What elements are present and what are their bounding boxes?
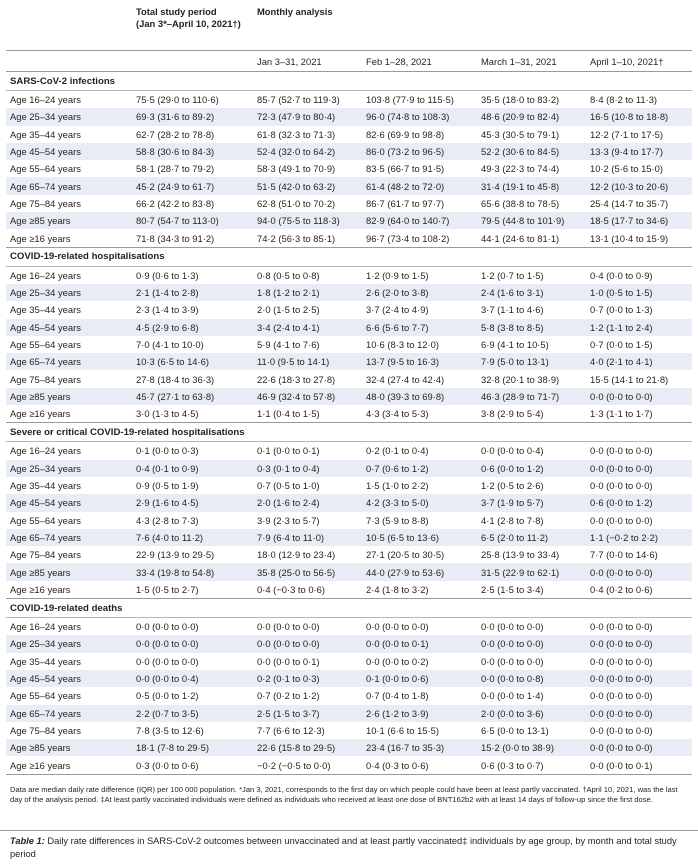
value-cell: 2·2 (0·7 to 3·5) [132,705,253,722]
value-cell: 18·5 (17·7 to 34·6) [586,212,692,229]
value-cell: 1·2 (0·5 to 2·6) [481,480,544,492]
value-cell: 7·7 (0·0 to 14·6) [590,549,658,561]
value-cell: 0·0 (0·0 to 0·1) [362,635,477,652]
value-cell: 3·4 (2·4 to 4·1) [253,319,362,336]
section-header-row [6,72,692,91]
value-cell: 1·2 (0·9 to 1·5) [362,266,477,284]
value-cell: 2·3 (1·4 to 3·9) [136,304,199,316]
value-cell: 0·9 (0·5 to 1·9) [136,480,199,492]
value-cell: 18·0 (12·9 to 23·4) [257,549,336,561]
value-cell: 86·7 (61·7 to 97·7) [366,197,445,209]
value-cell: 0·0 (0·0 to 0·0) [477,635,586,652]
value-cell: 1·2 (1·1 to 2·4) [586,319,692,336]
value-cell: 10·2 (5·6 to 15·0) [590,163,663,175]
value-cell: 0·7 (0·5 to 1·0) [257,480,320,492]
value-cell: 0·1 (0·0 to 0·3) [132,442,253,460]
age-group-cell: Age 45–54 years [6,319,132,336]
value-cell: 62·8 (51·0 to 70·2) [257,197,336,209]
value-cell: 0·4 (0·1 to 0·9) [132,460,253,477]
value-cell: 27·1 (20·5 to 30·5) [366,549,445,561]
value-cell: 5·8 (3·8 to 8·5) [477,319,586,336]
value-cell: 0·0 (0·0 to 0·0) [481,655,544,667]
value-cell: −0·2 (−0·5 to 0·0) [253,756,362,774]
value-cell: 3·7 (2·4 to 4·9) [366,304,429,316]
age-group-cell: Age 25–34 years [6,108,132,125]
value-cell: 1·8 (1·2 to 2·1) [253,284,362,301]
value-cell: 7·0 (4·1 to 10·0) [136,339,204,350]
value-cell: 69·3 (31·6 to 89·2) [132,108,253,125]
value-cell: 11·0 (9·5 to 14·1) [253,353,362,370]
section-header-row [6,599,692,618]
value-cell: 1·1 (−0·2 to 2·2) [586,529,692,546]
value-cell: 0·1 (0·0 to 0·6) [362,670,477,687]
value-cell: 61·4 (48·2 to 72·0) [362,177,477,194]
table-row [6,460,692,477]
value-cell: 66·2 (42·2 to 83·8) [136,197,215,209]
value-cell: 7·7 (6·6 to 12·3) [257,724,325,736]
table-row [6,581,692,599]
value-cell: 0·4 (0·0 to 0·9) [586,266,692,284]
table-row [6,91,692,109]
value-cell: 0·7 (0·4 to 1·8) [366,690,429,702]
age-group-cell: Age ≥16 years [6,756,132,774]
value-cell: 0·0 (0·0 to 0·0) [586,705,692,722]
value-cell: 0·0 (0·0 to 0·0) [586,670,692,687]
value-cell: 0·0 (0·0 to 0·0) [136,655,199,667]
caption-label: Table 1: [10,836,45,846]
age-group-cell: Age 16–24 years [6,266,132,284]
value-cell: 44·0 (27·9 to 53·6) [362,563,477,580]
value-cell: 3·8 (2·9 to 5·4) [477,405,586,423]
table-row [6,319,692,336]
table-row [6,670,692,687]
value-cell: 0·3 (0·0 to 0·6) [132,756,253,774]
table-caption [0,830,698,860]
value-cell: 1·3 (1·1 to 1·7) [586,405,692,423]
value-cell: 58·1 (28·7 to 79·2) [136,163,215,175]
value-cell: 0·6 (0·3 to 0·7) [477,756,586,774]
value-cell: 96·0 (74·8 to 108·3) [362,108,477,125]
section-header-row [6,247,692,266]
value-cell: 0·9 (0·6 to 1·3) [132,266,253,284]
value-cell: 22·9 (13·9 to 29·5) [136,549,215,561]
table-row [6,722,692,739]
value-cell: 79·5 (44·8 to 101·9) [477,212,586,229]
value-cell: 45·7 (27·1 to 63·8) [132,388,253,405]
value-cell: 0·0 (0·0 to 0·0) [590,480,653,492]
table-row [6,529,692,546]
value-cell: 0·0 (0·0 to 0·0) [253,635,362,652]
header-total-subtitle: (Jan 3*–April 10, 2021†) [136,18,241,29]
value-cell: 0·0 (0·0 to 0·0) [586,460,692,477]
value-cell: 5·9 (4·1 to 7·6) [257,339,320,350]
value-cell: 1·0 (0·5 to 1·5) [586,284,692,301]
value-cell: 0·0 (0·0 to 0·2) [366,655,429,667]
value-cell: 0·0 (0·0 to 0·0) [586,388,692,405]
table-row [6,301,692,318]
value-cell: 16·5 (10·8 to 18·8) [586,108,692,125]
value-cell: 35·5 (18·0 to 83·2) [477,91,586,109]
value-cell: 2·0 (1·6 to 2·4) [253,494,362,511]
value-cell: 74·2 (56·3 to 85·1) [253,229,362,247]
table-row [6,512,692,529]
value-cell: 0·0 (0·0 to 0·1) [257,655,320,667]
value-cell: 10·6 (8·3 to 12·0) [366,339,439,350]
table-row [6,143,692,160]
table-header [6,0,692,72]
table-row [6,370,692,387]
table-row [6,353,692,370]
value-cell: 0·0 (0·0 to 0·4) [477,442,586,460]
value-cell: 0·1 (0·0 to 0·1) [253,442,362,460]
value-cell: 25·8 (13·9 to 33·4) [481,549,560,561]
value-cell: 46·9 (32·4 to 57·8) [253,388,362,405]
section-title: COVID-19-related deaths [6,599,692,618]
value-cell: 4·1 (2·8 to 7·8) [481,514,544,526]
header-month: Feb 1–28, 2021 [362,51,477,72]
value-cell: 58·8 (30·6 to 84·3) [132,143,253,160]
value-cell: 6·5 (2·0 to 11·2) [477,529,586,546]
value-cell: 0·0 (0·0 to 0·4) [132,670,253,687]
age-group-cell: Age ≥85 years [6,563,132,580]
header-total-title: Total study period [136,6,217,17]
value-cell: 35·8 (25·0 to 56·5) [253,563,362,580]
age-group-cell: Age 75–84 years [10,724,81,736]
value-cell: 0·0 (0·0 to 0·0) [132,635,253,652]
value-cell: 0·8 (0·5 to 0·8) [253,266,362,284]
age-group-cell: Age 25–34 years [6,460,132,477]
age-group-cell: Age 35–44 years [10,655,81,667]
value-cell: 0·0 (0·0 to 0·0) [132,618,253,636]
value-cell: 51·5 (42·0 to 63·2) [253,177,362,194]
table-footnotes: Data are median daily rate difference (IQR) per 100 000 population. *Jan 3, 2021, corresponds to the first day on which people could have been at least partly vaccinated. †April 10, 2021, was the last day of the analysis period. ‡At least partly vaccinated individuals were defined as individuals who received at least one dose of BNT162b2 with at least 14 days of follow-up since the first dose. [10,785,678,804]
age-group-cell: Age 35–44 years [10,128,81,140]
age-group-cell: Age 35–44 years [10,480,81,492]
table-row [6,618,692,636]
value-cell: 23·4 (16·7 to 35·3) [362,739,477,756]
value-cell: 48·0 (39·3 to 69·8) [362,388,477,405]
table-row [6,266,692,284]
value-cell: 44·1 (24·6 to 81·1) [477,229,586,247]
value-cell: 7·6 (4·0 to 11·2) [132,529,253,546]
value-cell: 0·0 (0·0 to 0·0) [586,739,692,756]
age-group-cell: Age 55–64 years [10,690,81,702]
value-cell: 0·7 (0·2 to 1·2) [257,690,320,702]
age-group-cell: Age ≥85 years [6,212,132,229]
results-table [6,0,692,775]
value-cell: 0·6 (0·0 to 1·2) [477,460,586,477]
value-cell: 71·8 (34·3 to 91·2) [132,229,253,247]
value-cell: 22·6 (15·8 to 29·5) [253,739,362,756]
age-group-cell: Age 65–74 years [6,353,132,370]
value-cell: 7·9 (6·4 to 11·0) [253,529,362,546]
section-title: Severe or critical COVID-19-related hospitalisations [6,423,692,442]
value-cell: 1·5 (0·5 to 2·7) [132,581,253,599]
value-cell: 0·0 (0·0 to 0·0) [590,724,653,736]
value-cell: 15·2 (0·0 to 38·9) [477,739,586,756]
value-cell: 2·5 (1·5 to 3·7) [253,705,362,722]
age-group-cell: Age 35–44 years [10,304,81,316]
value-cell: 49·3 (22·3 to 74·4) [481,163,560,175]
value-cell: 0·4 (−0·3 to 0·6) [253,581,362,599]
table-row [6,653,692,670]
table-row [6,388,692,405]
age-group-cell: Age ≥85 years [6,388,132,405]
value-cell: 0·4 (0·2 to 0·6) [586,581,692,599]
value-cell: 3·0 (1·3 to 4·5) [132,405,253,423]
value-cell: 80·7 (54·7 to 113·0) [132,212,253,229]
value-cell: 65·6 (38·8 to 78·5) [481,197,560,209]
value-cell: 2·4 (1·8 to 3·2) [362,581,477,599]
value-cell: 2·0 (1·5 to 2·5) [257,304,320,316]
value-cell: 0·5 (0·0 to 1·2) [136,690,199,702]
value-cell: 61·8 (32·3 to 71·3) [257,128,336,140]
value-cell: 103·8 (77·9 to 115·5) [362,91,477,109]
value-cell: 96·7 (73·4 to 108·2) [362,229,477,247]
value-cell: 82·9 (64·0 to 140·7) [362,212,477,229]
value-cell: 75·5 (29·0 to 110·6) [132,91,253,109]
header-blank-3 [132,51,253,72]
value-cell: 86·0 (73·2 to 96·5) [362,143,477,160]
value-cell: 72·3 (47·9 to 80·4) [253,108,362,125]
value-cell: 0·0 (0·0 to 0·0) [586,618,692,636]
value-cell: 4·0 (2·1 to 4·1) [586,353,692,370]
table-row [6,177,692,194]
value-cell: 0·0 (0·0 to 0·8) [477,670,586,687]
header-month: April 1–10, 2021† [586,51,692,72]
value-cell: 52·2 (30·6 to 84·5) [477,143,586,160]
table-row [6,494,692,511]
value-cell: 0·7 (0·0 to 1·3) [590,304,653,316]
table-row [6,635,692,652]
value-cell: 0·6 (0·0 to 1·2) [586,494,692,511]
value-cell: 4·3 (2·8 to 7·3) [136,514,199,526]
value-cell: 45·2 (24·9 to 61·7) [132,177,253,194]
table-row [6,336,692,353]
age-group-cell: Age 16–24 years [6,618,132,636]
value-cell: 0·0 (0·0 to 0·0) [590,690,653,702]
value-cell: 4·2 (3·3 to 5·0) [362,494,477,511]
value-cell: 7·9 (5·0 to 13·1) [477,353,586,370]
value-cell: 85·7 (52·7 to 119·3) [253,91,362,109]
value-cell: 1·1 (0·4 to 1·5) [253,405,362,423]
table-row [6,126,692,143]
value-cell: 52·4 (32·0 to 64·2) [253,143,362,160]
value-cell: 6·9 (4·1 to 10·5) [481,339,549,350]
age-group-cell: Age ≥16 years [6,581,132,599]
section-header-row [6,423,692,442]
value-cell: 0·7 (0·6 to 1·2) [362,460,477,477]
value-cell: 2·0 (0·0 to 3·6) [477,705,586,722]
age-group-cell: Age 75–84 years [10,549,81,561]
value-cell: 0·0 (0·0 to 0·0) [586,442,692,460]
table-row [6,739,692,756]
value-cell: 0·0 (0·0 to 0·0) [590,514,653,526]
value-cell: 10·5 (6·5 to 13·6) [362,529,477,546]
table-row [6,108,692,125]
value-cell: 0·0 (0·0 to 1·4) [481,690,544,702]
table-row [6,195,692,212]
value-cell: 0·0 (0·0 to 0·0) [590,655,653,667]
value-cell: 12·2 (10·3 to 20·6) [586,177,692,194]
value-cell: 2·6 (1·2 to 3·9) [362,705,477,722]
age-group-cell: Age 55–64 years [10,163,81,175]
value-cell: 58·3 (49·1 to 70·9) [257,163,336,175]
age-group-cell: Age ≥16 years [6,229,132,247]
value-cell: 13·3 (9·4 to 17·7) [586,143,692,160]
value-cell: 83·5 (66·7 to 91·5) [366,163,445,175]
header-month: Jan 3–31, 2021 [253,51,362,72]
value-cell: 7·3 (5·9 to 8·8) [366,514,429,526]
value-cell: 2·9 (1·6 to 4·5) [132,494,253,511]
age-group-cell: Age 55–64 years [10,339,81,350]
age-group-cell: Age 65–74 years [6,529,132,546]
value-cell: 82·6 (69·9 to 98·8) [366,128,445,140]
value-cell: 0·0 (0·0 to 0·1) [586,756,692,774]
value-cell: 6·6 (5·6 to 7·7) [362,319,477,336]
value-cell: 94·0 (75·5 to 118·3) [253,212,362,229]
value-cell: 8·4 (8·2 to 11·3) [586,91,692,109]
table-row [6,229,692,247]
table-row [6,563,692,580]
table-row [6,160,692,177]
table-row [6,756,692,774]
value-cell: 6·5 (0·0 to 13·1) [481,724,549,736]
table-row [6,442,692,460]
value-cell: 0·3 (0·1 to 0·4) [253,460,362,477]
value-cell: 0·7 (0·0 to 1·5) [590,339,653,350]
age-group-cell: Age 16–24 years [6,91,132,109]
value-cell: 0·4 (0·3 to 0·6) [362,756,477,774]
table-row [6,212,692,229]
age-group-cell: Age 65–74 years [6,177,132,194]
table-row [6,477,692,494]
table-row [6,705,692,722]
value-cell: 0·0 (0·0 to 0·0) [586,563,692,580]
value-cell: 62·7 (28·2 to 78·8) [136,128,215,140]
value-cell: 0·0 (0·0 to 0·0) [586,635,692,652]
value-cell: 48·6 (20·9 to 82·4) [477,108,586,125]
table-row [6,284,692,301]
value-cell: 18·1 (7·8 to 29·5) [132,739,253,756]
value-cell: 4·5 (2·9 to 6·8) [132,319,253,336]
value-cell: 13·7 (9·5 to 16·3) [362,353,477,370]
value-cell: 1·2 (0·7 to 1·5) [477,266,586,284]
value-cell: 2·1 (1·4 to 2·8) [132,284,253,301]
value-cell: 31·5 (22·9 to 62·1) [477,563,586,580]
age-group-cell: Age 75–84 years [10,373,81,385]
value-cell: 46·3 (28·9 to 71·7) [477,388,586,405]
value-cell: 2·6 (2·0 to 3·8) [362,284,477,301]
age-group-cell: Age 16–24 years [6,442,132,460]
header-total-study-period [132,0,253,51]
value-cell: 3·9 (2·3 to 5·7) [257,514,320,526]
header-blank-2 [6,51,132,72]
section-title: SARS-CoV-2 infections [6,72,692,91]
value-cell: 13·1 (10·4 to 15·9) [586,229,692,247]
value-cell: 2·5 (1·5 to 3·4) [477,581,586,599]
table-body [6,72,692,775]
header-blank [6,0,132,51]
value-cell: 0·0 (0·0 to 0·0) [362,618,477,636]
value-cell: 0·0 (0·0 to 0·0) [477,618,586,636]
value-cell: 15·5 (14·1 to 21·8) [590,373,669,385]
age-group-cell: Age ≥16 years [6,405,132,423]
value-cell: 32·4 (27·4 to 42·4) [366,373,445,385]
table-row [6,687,692,704]
caption-text: Daily rate differences in SARS-CoV-2 outcomes between unvaccinated and at least partly vaccinated‡ individuals by age group, by month and total study period [10,836,677,859]
age-group-cell: Age ≥85 years [6,739,132,756]
section-title: COVID-19-related hospitalisations [6,247,692,266]
value-cell: 10·1 (6·6 to 15·5) [366,724,439,736]
value-cell: 2·4 (1·6 to 3·1) [477,284,586,301]
value-cell: 10·3 (6·5 to 14·6) [132,353,253,370]
value-cell: 22·6 (18·3 to 27·8) [257,373,336,385]
value-cell: 27·8 (18·4 to 36·3) [136,373,215,385]
value-cell: 25·4 (14·7 to 35·7) [590,197,669,209]
value-cell: 33·4 (19·8 to 54·8) [132,563,253,580]
age-group-cell: Age 45–54 years [6,670,132,687]
age-group-cell: Age 25–34 years [6,284,132,301]
age-group-cell: Age 55–64 years [10,514,81,526]
value-cell: 32·8 (20·1 to 38·9) [481,373,560,385]
header-monthly-analysis: Monthly analysis [257,6,333,17]
value-cell: 7·8 (3·5 to 12·6) [136,724,204,736]
age-group-cell: Age 75–84 years [10,197,81,209]
value-cell: 45·3 (30·5 to 79·1) [481,128,560,140]
table-row [6,405,692,423]
value-cell: 3·7 (1·1 to 4·6) [481,304,544,316]
age-group-cell: Age 45–54 years [6,143,132,160]
value-cell: 31·4 (19·1 to 45·8) [477,177,586,194]
value-cell: 4·3 (3·4 to 5·3) [362,405,477,423]
value-cell: 0·2 (0·1 to 0·3) [253,670,362,687]
age-group-cell: Age 25–34 years [6,635,132,652]
value-cell: 0·2 (0·1 to 0·4) [362,442,477,460]
value-cell: 12·2 (7·1 to 17·5) [590,128,663,140]
value-cell: 1·5 (1·0 to 2·2) [366,480,429,492]
header-month: March 1–31, 2021 [477,51,586,72]
value-cell: 3·7 (1·9 to 5·7) [477,494,586,511]
value-cell: 0·0 (0·0 to 0·0) [253,618,362,636]
age-group-cell: Age 65–74 years [6,705,132,722]
age-group-cell: Age 45–54 years [6,494,132,511]
table-row [6,546,692,563]
